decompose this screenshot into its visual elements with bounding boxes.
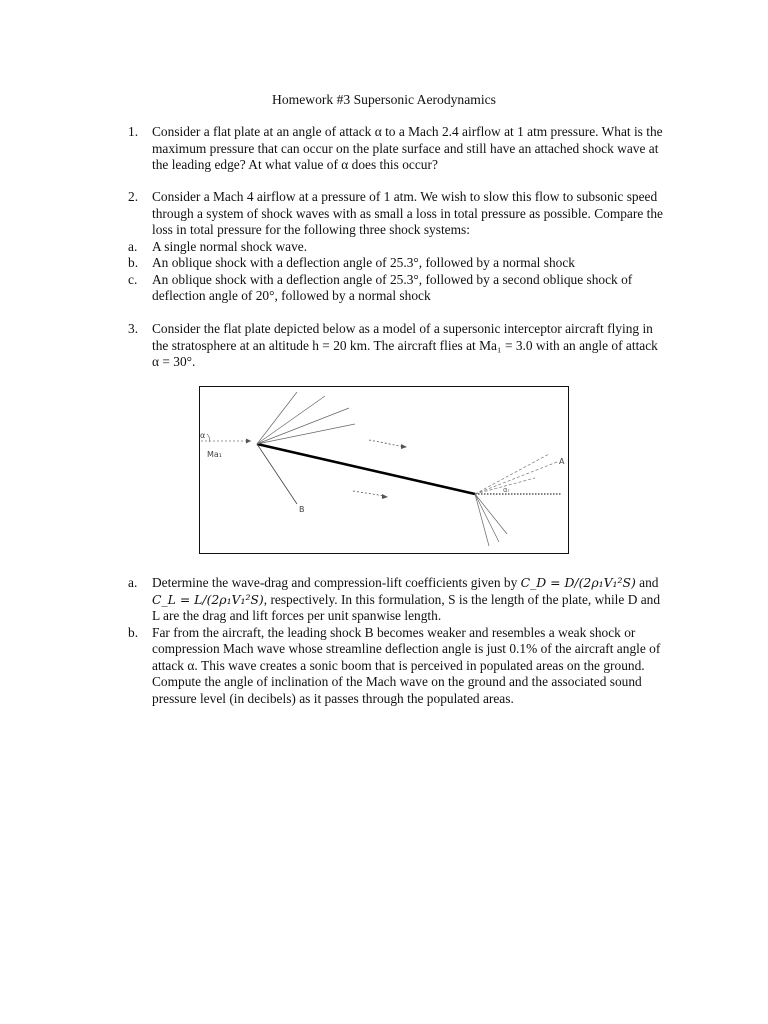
problem-3 [128, 321, 664, 371]
label-b: B [299, 505, 305, 514]
problem-text: Consider a flat plate at an angle of attack α to a Mach 2.4 airflow at 1 atm pressure. What is the maximum pressure that can occur on the plate surface and still have an attached shock wave at the leading edge? At what value of α does this occur? [152, 124, 663, 172]
problem-text: Consider the flat plate depicted below as a model of a supersonic interceptor aircraft flying in the stratosphere at an altitude h = 20 km. The aircraft flies at Ma₁ = 3.0 with an angle of attack α = 30°. [152, 321, 658, 369]
item-text: A single normal shock wave. [152, 238, 308, 254]
flat-plate-diagram [199, 386, 569, 554]
mach-label: Ma₁ [207, 450, 223, 459]
alpha-te-label: αᵣ [503, 486, 510, 494]
item-marker: c. [128, 271, 138, 287]
formula-cd: C_D = D/(2ρ₁V₁²S) [520, 575, 636, 590]
item-text: An oblique shock with a deflection angle of 25.3°, followed by a second oblique shock of deflection angle of 20°, followed by a normal shock [152, 271, 633, 303]
item-text: An oblique shock with a deflection angle of 25.3°, followed by a normal shock [152, 255, 575, 270]
list-item [128, 255, 664, 272]
problem-number: 3. [128, 321, 139, 336]
problem-number: 1. [128, 124, 139, 139]
part-a-text-3: , respectively. In this formulation, S is the length of the plate, while D and L are the drag and lift forces per unit spanwise length. [152, 591, 661, 623]
problem-1 [128, 124, 664, 174]
problem-2 [128, 189, 664, 305]
item-text [152, 575, 664, 625]
label-a: A [559, 457, 565, 466]
page-title: Homework #3 Supersonic Aerodynamics [272, 92, 496, 107]
formula-cl: C_L = L/(2ρ₁V₁²S) [152, 591, 264, 607]
part-a-text-2: and [639, 575, 659, 590]
item-marker: a. [128, 238, 138, 254]
problem-number: 2. [128, 189, 139, 204]
alpha-label: α [200, 431, 206, 440]
list-item [128, 575, 664, 625]
part-a-text-1: Determine the wave-drag and compression-lift coefficients given by [152, 575, 518, 590]
problem-text: Consider a Mach 4 airflow at a pressure of 1 atm. We wish to slow this flow to subsonic speed through a system of shock waves with as small a loss in total pressure as possible. Compare the loss in total pressure for the following three shock systems: [152, 189, 663, 237]
figure-frame [200, 387, 569, 554]
list-item [128, 625, 664, 708]
item-text: Far from the aircraft, the leading shock B becomes weaker and resembles a weak shock or compression Mach wave whose streamline deflection angle is just 0.1% of the aircraft angle of attack α. This wave creates a sonic boom that is perceived in populated areas on the ground. Compute the angle of inclination of the Mach wave on the ground and the associated sound pressure level (in decibels) as it passes through the populated areas. [152, 624, 661, 706]
item-marker: b. [128, 255, 139, 270]
list-item [128, 239, 664, 256]
list-item [128, 272, 664, 305]
flat-plate-figure [199, 386, 569, 554]
problem-3-parts [128, 575, 664, 707]
item-marker: b. [128, 624, 139, 640]
item-marker: a. [128, 575, 138, 590]
